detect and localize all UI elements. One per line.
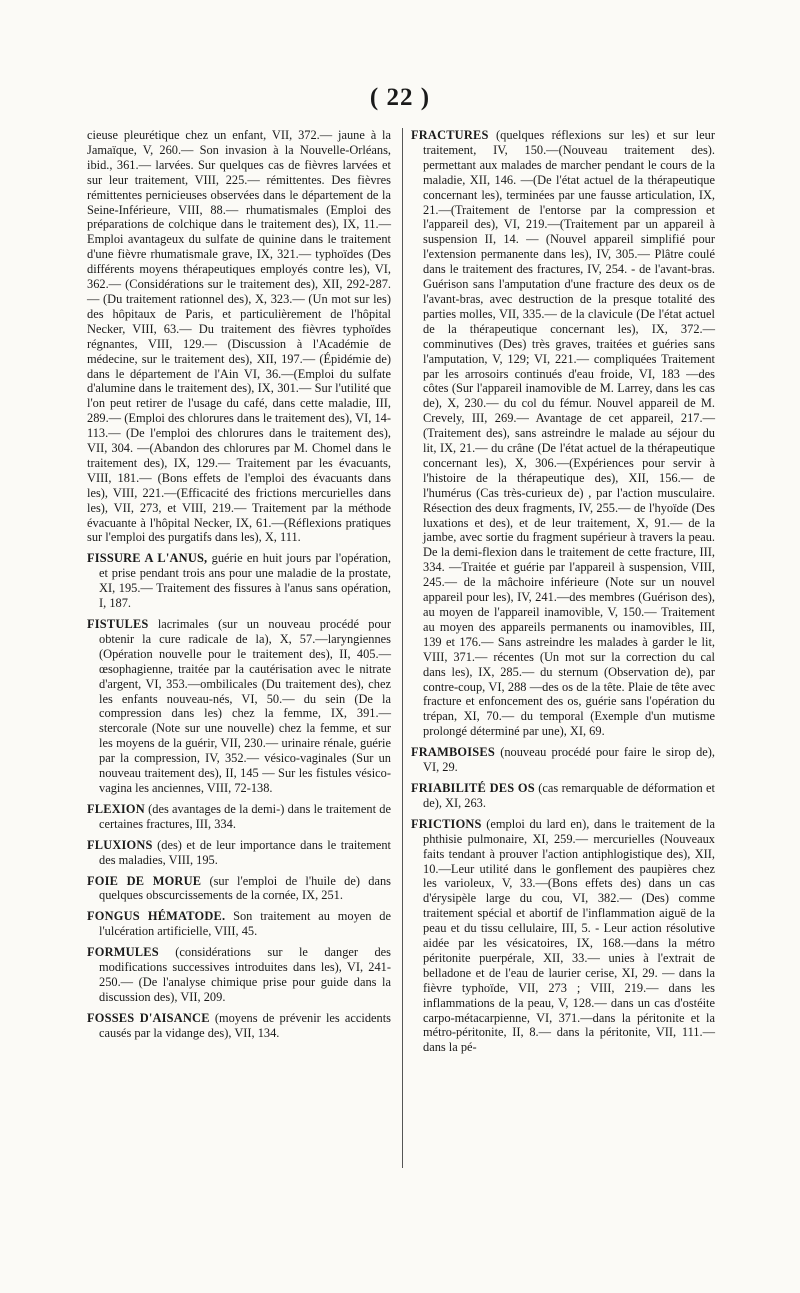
entry-heading: FRIABILITÉ DES OS <box>411 780 535 795</box>
entry-heading: FRICTIONS <box>411 816 482 831</box>
entry-heading: FISTULES <box>87 617 149 631</box>
entry-text: lacrimales (sur un nouveau procédé pour obtenir la cure radicale de la), X, 57.—laryngiennes (Opération nouvelle pour le traitement des), II, 405.— œsophagienne, traitée par la cautérisation avec le nitrate d'argent, VI, 353.—ombilicales (Du traitement des), chez les enfants nouveau-nés, VI, 50.— du sein (De la compression dans les) chez la femme, IX, 391.— stercorale (Note sur une nouvelle) chez la femme, et sur les moyens de la guérir, VII, 230.— urinaire rénale, guérie par la compression, IV, 352.— vésico-vaginales (Sur un nouveau traitement des), II, 145 — Sur les fistules vésico-vagina les anciennes, VIII, 72-138. <box>99 617 391 795</box>
entry-text: (emploi du lard en), dans le traitement de la phthisie pulmonaire, XI, 259.— mercurielles (Nouveaux faits tendant à prouver l'action antiphlogistique des), XII, 10.—Leur utilité dans le gonflement des paupières chez les varioleux, V, 33.—(Bons effets des) dans un cas d'érysipèle large du cou, VI, 382.— (Des) comme traitement spécial et abortif de l'inflammation aiguë de la peau et du tissu cellulaire, III, 5. - Leur action résolutive aidée par les vésicatoires, IX, 168.—dans la métro péritonite puerpérale, XII, 33.— unies à l'extrait de belladone et de l'eau de laurier cerise, XI, 29. — dans la fièvre typhoïde, VII, 273 ; VIII, 219.— dans les inflammations de la peau, V, 128.— dans un cas d'ostéite carpo-métacarpienne, VI, 371.—dans la péritonite et la métro-péritonite, II, 8.— dans la péritonite, VII, 111.— dans la pé- <box>423 816 715 1055</box>
page-number: ( 22 ) <box>369 84 431 111</box>
entry-text: (moyens de prévenir les accidents causés par la vidange des), VII, 134. <box>99 1010 391 1040</box>
entry-text: (quelques réflexions sur les) et sur leur traitement, IV, 150.—(Nouveau traitement des). permettant aux malades de marcher pendant le cours de la maladie, XII, 146. —(De l'état actuel de la thérapeutique concernant les), terminées par une fausse articulation, IX, 21.—(Traitement de l'entorse par la compression et l'appareil des), VI, 219.—(Traitement par un appareil à suspension II, 14. — (Nouvel appareil simplifié pour l'extension permanente dans les), IV, 305.— Plâtre coulé dans le traitement des fractures, IV, 254. - de l'avant-bras. Guérison sans l'amputation d'une fracture des deux os de l'avant-bras, avec destruction de la presque totalité des parties molles, VII, 335.— de la clavicule (De l'état actuel de la thérapeutique concernant les), IX, 372.— comminutives (Des) très graves, traitées et guéries sans l'amputation, V, 129; VI, 221.— compliquées Traitement par les arrosoirs continués d'eau froide, VI, 183 —des côtes (Sur l'appareil inamovible de M. Larrey, dans les cas de), X, 230.— du col du fémur. Nouvel appareil de M. Crevely, III, 269.— Avantage de cet appareil, 217.—(Traitement des), sans astreindre le malade au séjour du lit, IX, 21.— du crâne (De l'état actuel de la thérapeutique concernant les), X, 306.—(Expériences pour servir à l'histoire de la thérapeutique des), XII, 156.— de l'humérus (Cas très-curieux de) , par l'action musculaire. Résection des deux fragments, IV, 255.— de l'hyoïde (Des luxations et des), et de leur traitement, X, 91.— de la jambe, avec sortie du fragment supérieur à travers la peau. De la demi-flexion dans le traitement de cette fracture, III, 334. —Traitée et guérie par l'appareil à suspension, VIII, 245.— de la mâchoire inférieure (Note sur un nouvel appareil pour les), IV, 241.—des membres (Guérison des), au moyen de l'appareil inamovible, V, 150.— Traitement au moyen des appareils permanents ou inamovibles, III, 139 et 176.— Sans astreindre les malades à garder le lit, VIII, 371.— récentes (Un mot sur la correction du cal dans les), IX, 285.— du sternum (Observation de), par contre-coup, VI, 288 —des os de la tête. Plaie de tête avec fracture et enfoncement des os, guérie sans l'opération du trépan, XI, 70.— du temporal (Exemple d'un mutisme prolongé déterminé par une), XI, 69. <box>423 128 715 739</box>
index-entry <box>87 945 391 1005</box>
entry-heading: FORMULES <box>87 945 159 960</box>
index-entry <box>411 817 715 1056</box>
entry-text: Son traitement au moyen de l'ulcération artificielle, VIII, 45. <box>99 909 391 939</box>
entry-heading: FLEXION <box>87 801 145 816</box>
column-divider <box>402 128 403 1168</box>
entry-text: (nouveau procédé pour faire le sirop de), VI, 29. <box>423 745 715 775</box>
entry-heading: FOIE DE MORUE <box>87 873 202 888</box>
entry-text: (sur l'emploi de l'huile de) dans quelques obscurcissements de la cornée, IX, 251. <box>99 873 391 903</box>
entry-text: cieuse pleurétique chez un enfant, VII, 372.— jaune à la Jamaïque, V, 260.— Son invasion à la Nouvelle-Orléans, ibid., 361.— larvées. Sur quelques cas de fièvres larvées et sur leur traitement, VIII, 225.— rémittentes. Des fièvres rémittentes pernicieuses observées dans le département de la Seine-Inférieure, VIII, 88.— rhumatismales (Emploi des préparations de colchique dans le traitement des), IX, 11.— Emploi avantageux du sulfate de quinine dans le traitement d'une fièvre rhumatismale grave, IX, 321.— typhoïdes (Des différents moyens thérapeutiques employés contre les), VI, 362.— (Considérations sur le traitement des), XII, 292-287.— (Du traitement rationnel des), X, 323.— (Un mot sur les) des hôpitaux de Paris, et particulièrement de l'hôpital Necker, VIII, 63.— Du traitement des fièvres typhoïdes régnantes, VIII, 129.— (Discussion à l'Académie de médecine, sur le traitement des), XII, 197.— (Épidémie de) dans le département de l'Ain VI, 36.—(Emploi du sulfate d'alumine dans le traitement des), IX, 301.— Sur l'utilité que l'on peut retirer de l'usage du café, dans cette maladie, III, 289.— (Emploi des chlorures dans le traitement des), VI, 14-113.— (De l'emploi des chlorures dans le traitement des), VII, 304. —(Abandon des chlorures par M. Chomel dans le traitement des), IX, 129.— Traitement par les évacuants, VIII, 181.— (Bons effets de l'emploi des évacuants dans les), VIII, 221.—(Efficacité des frictions mercurielles dans les), VII, 273, et VIII, 219.— Traitement par la méthode évacuante à l'hôpital Necker, IX, 61.—(Réflexions pratiques sur l'emploi des purgatifs dans les), X, 111. <box>87 128 391 545</box>
entry-heading: FRACTURES <box>411 128 489 142</box>
entry-text: (des) et de leur importance dans le traitement des maladies, VIII, 195. <box>99 837 391 867</box>
entry-text: (considérations sur le danger des modifications successives introduites dans les), VI, 241-250.— (De l'analyse chimique prise pour guide dans la discussion des), VII, 209. <box>99 945 391 1004</box>
entry-text: (cas remarquable de déformation et de), XI, 263. <box>423 780 715 810</box>
index-entry <box>411 745 715 775</box>
entry-heading: FRAMBOISES <box>411 745 495 760</box>
entry-heading: FLUXIONS <box>87 837 153 852</box>
entry-text: (des avantages de la demi-) dans le traitement de certaines fractures, III, 334. <box>99 801 392 831</box>
entry-heading: FOSSES D'AISANCE <box>87 1010 210 1025</box>
index-entry <box>87 551 391 611</box>
right-column <box>411 128 715 1061</box>
index-entry <box>87 909 391 939</box>
entry-heading: FISSURE A L'ANUS, <box>87 551 208 566</box>
index-entry <box>87 874 391 904</box>
index-entry <box>87 1011 391 1041</box>
index-entry <box>411 781 715 811</box>
index-entry <box>411 128 715 739</box>
index-entry <box>87 802 391 832</box>
entry-text: guérie en huit jours par l'opération, et prise pendant trois ans pour une maladie de la prostate, XI, 195.— Traitement des fissures à l'anus sans opération, I, 187. <box>99 551 391 611</box>
index-entry <box>87 838 391 868</box>
left-column <box>87 128 391 1047</box>
index-entry <box>87 617 391 796</box>
entry-heading: FONGUS HÉMATODE. <box>87 909 226 924</box>
index-entry <box>87 128 391 545</box>
